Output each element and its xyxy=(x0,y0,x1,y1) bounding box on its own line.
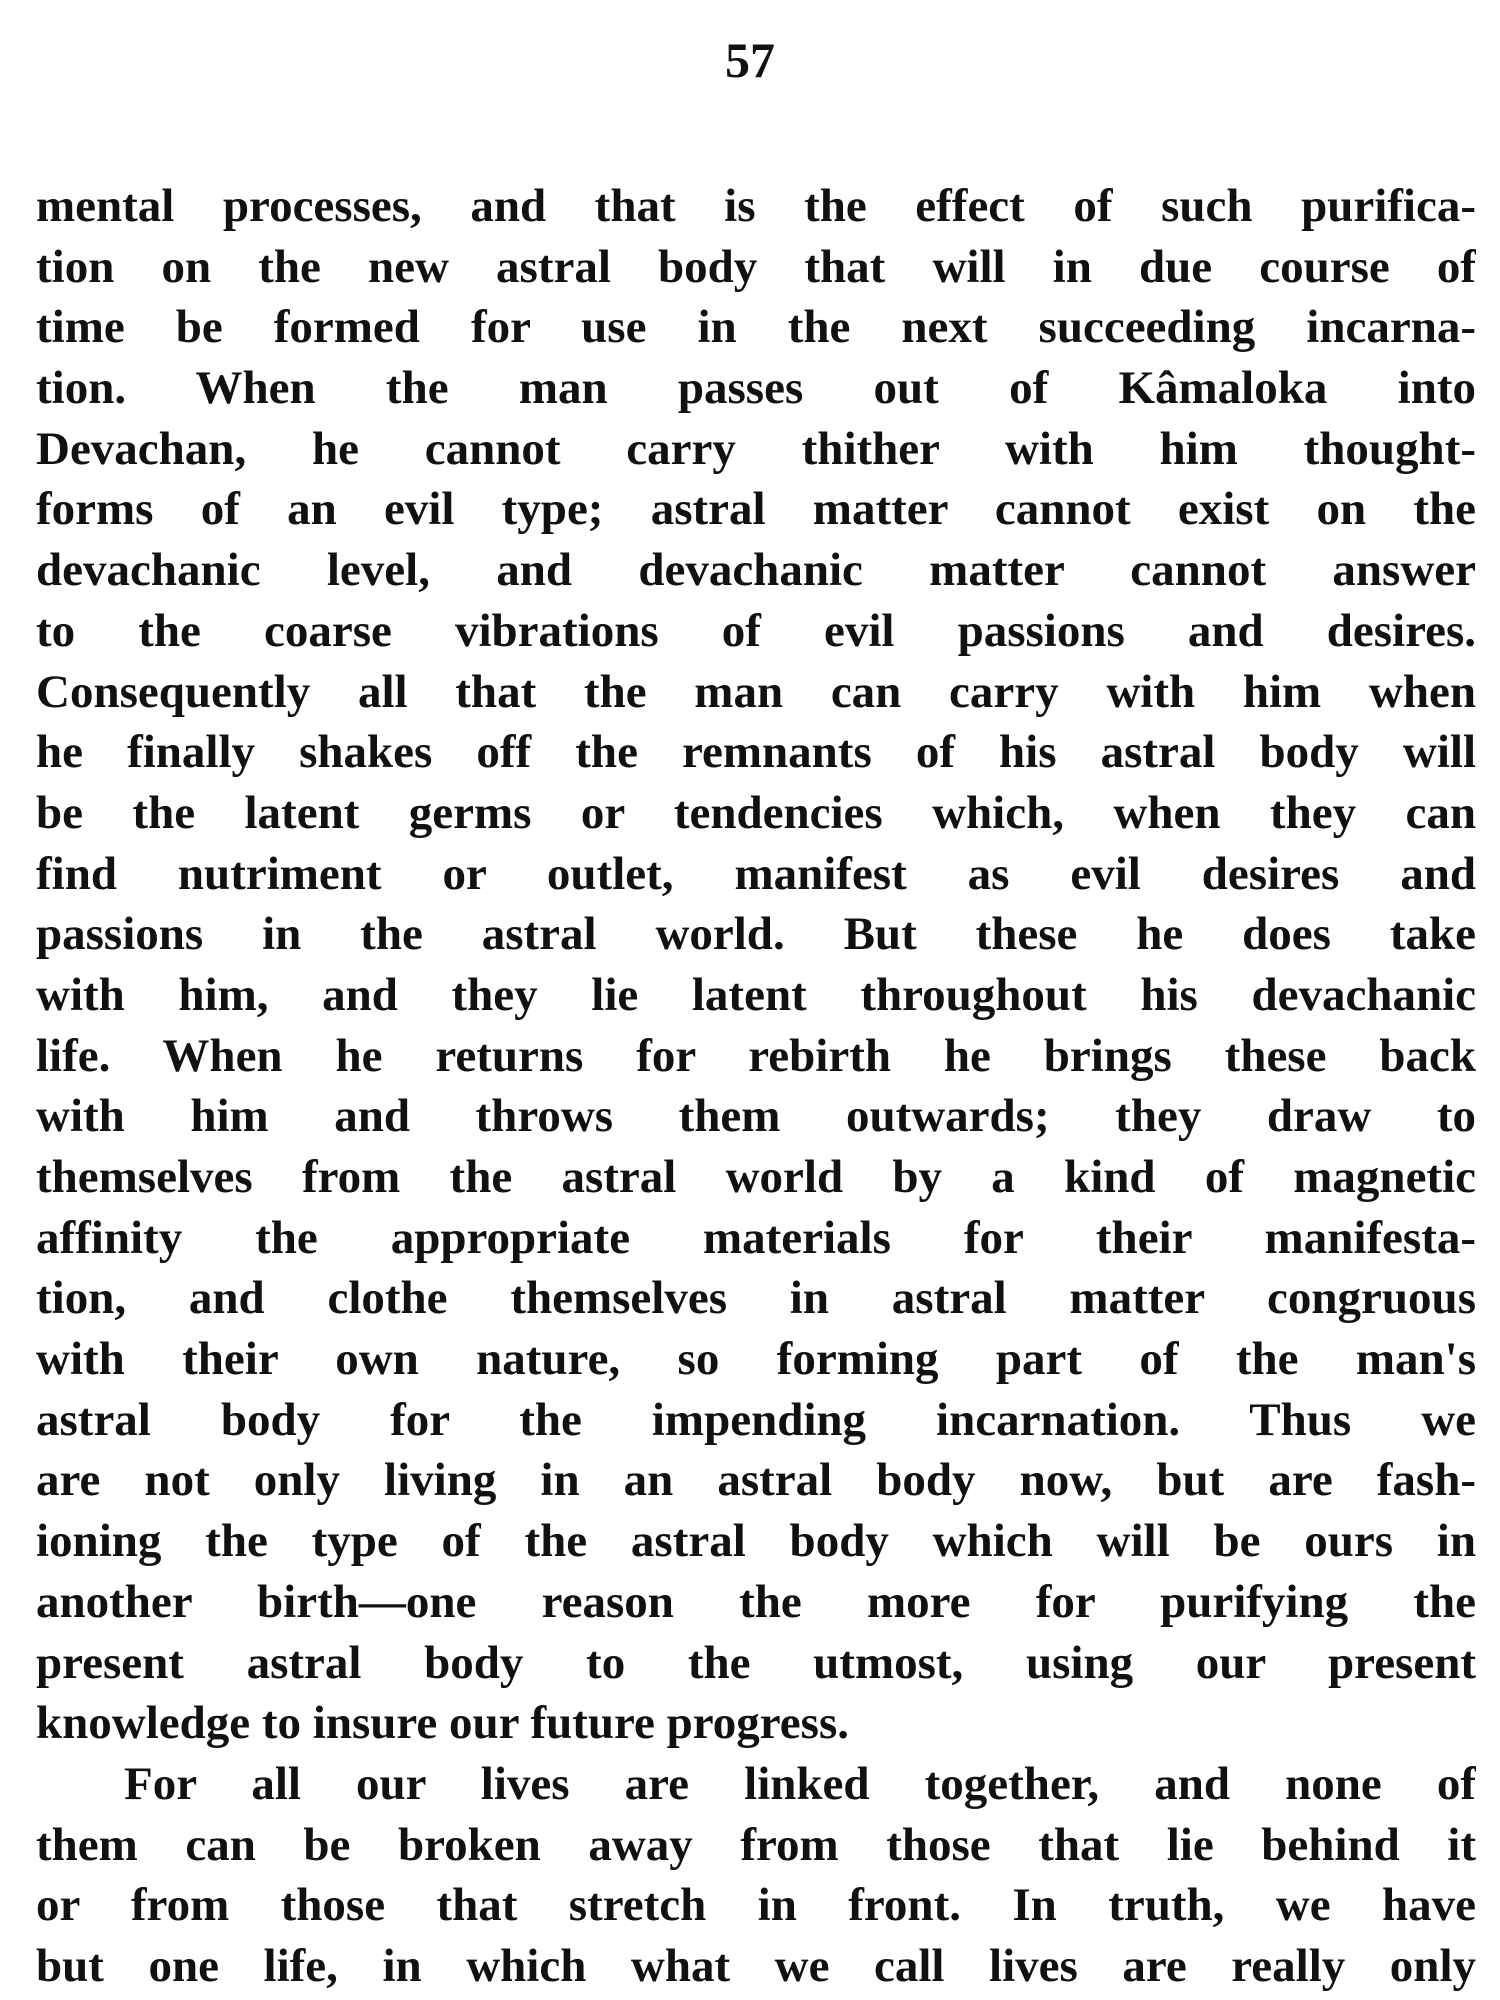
text-line: another birth—one reason the more for purifying the xyxy=(36,1575,1476,1628)
text-line: be the latent germs or tendencies which, when they can xyxy=(36,786,1476,839)
text-line: ioning the type of the astral body which will be ours in xyxy=(36,1515,1476,1568)
page-number: 57 xyxy=(725,32,775,88)
text-line: themselves from the astral world by a kind of magnetic xyxy=(36,1151,1476,1203)
text-line: knowledge to insure our future progress. xyxy=(36,1697,849,1750)
text-line: with him and throws them outwards; they draw to xyxy=(36,1090,1476,1143)
text-line: Devachan, he cannot carry thither with him thought- xyxy=(36,422,1476,475)
text-line: with their own nature, so forming part of the man's xyxy=(36,1333,1476,1386)
text-line: with him, and they lie latent throughout his devachanic xyxy=(36,968,1476,1021)
text-line: present astral body to the utmost, using our present xyxy=(36,1636,1476,1689)
paragraph xyxy=(36,176,1476,1754)
text-line: he finally shakes off the remnants of his astral body will xyxy=(36,726,1476,779)
text-line: For all our lives are linked together, and none of xyxy=(124,1757,1476,1810)
text-line: them can be broken away from those that lie behind it xyxy=(36,1818,1476,1871)
text-line: tion, and clothe themselves in astral matter congruous xyxy=(36,1272,1476,1325)
body-text xyxy=(36,176,1476,1997)
text-line: time be formed for use in the next succeeding incarna- xyxy=(36,301,1476,354)
text-line: forms of an evil type; astral matter cannot exist on the xyxy=(36,483,1476,536)
paragraph xyxy=(36,1754,1476,1997)
text-line: passions in the astral world. But these he does take xyxy=(36,908,1476,961)
text-line: are not only living in an astral body now, but are fash- xyxy=(36,1454,1476,1507)
text-line: Consequently all that the man can carry with him when xyxy=(36,665,1476,718)
text-line: but one life, in which what we call lives are really only xyxy=(36,1939,1476,1992)
text-line: devachanic level, and devachanic matter cannot answer xyxy=(36,544,1476,597)
text-line: to the coarse vibrations of evil passions and desires. xyxy=(36,604,1476,657)
text-line: tion on the new astral body that will in due course of xyxy=(36,240,1476,293)
text-line: life. When he returns for rebirth he brings these back xyxy=(36,1029,1476,1082)
text-line: tion. When the man passes out of Kâmaloka into xyxy=(36,362,1476,415)
text-line: affinity the appropriate materials for their manifesta- xyxy=(36,1211,1476,1264)
text-line: astral body for the impending incarnation. Thus we xyxy=(36,1393,1476,1446)
text-line: find nutriment or outlet, manifest as evil desires and xyxy=(36,847,1476,900)
text-line: mental processes, and that is the effect of such purifica- xyxy=(36,180,1476,232)
text-line: or from those that stretch in front. In truth, we have xyxy=(36,1879,1476,1932)
